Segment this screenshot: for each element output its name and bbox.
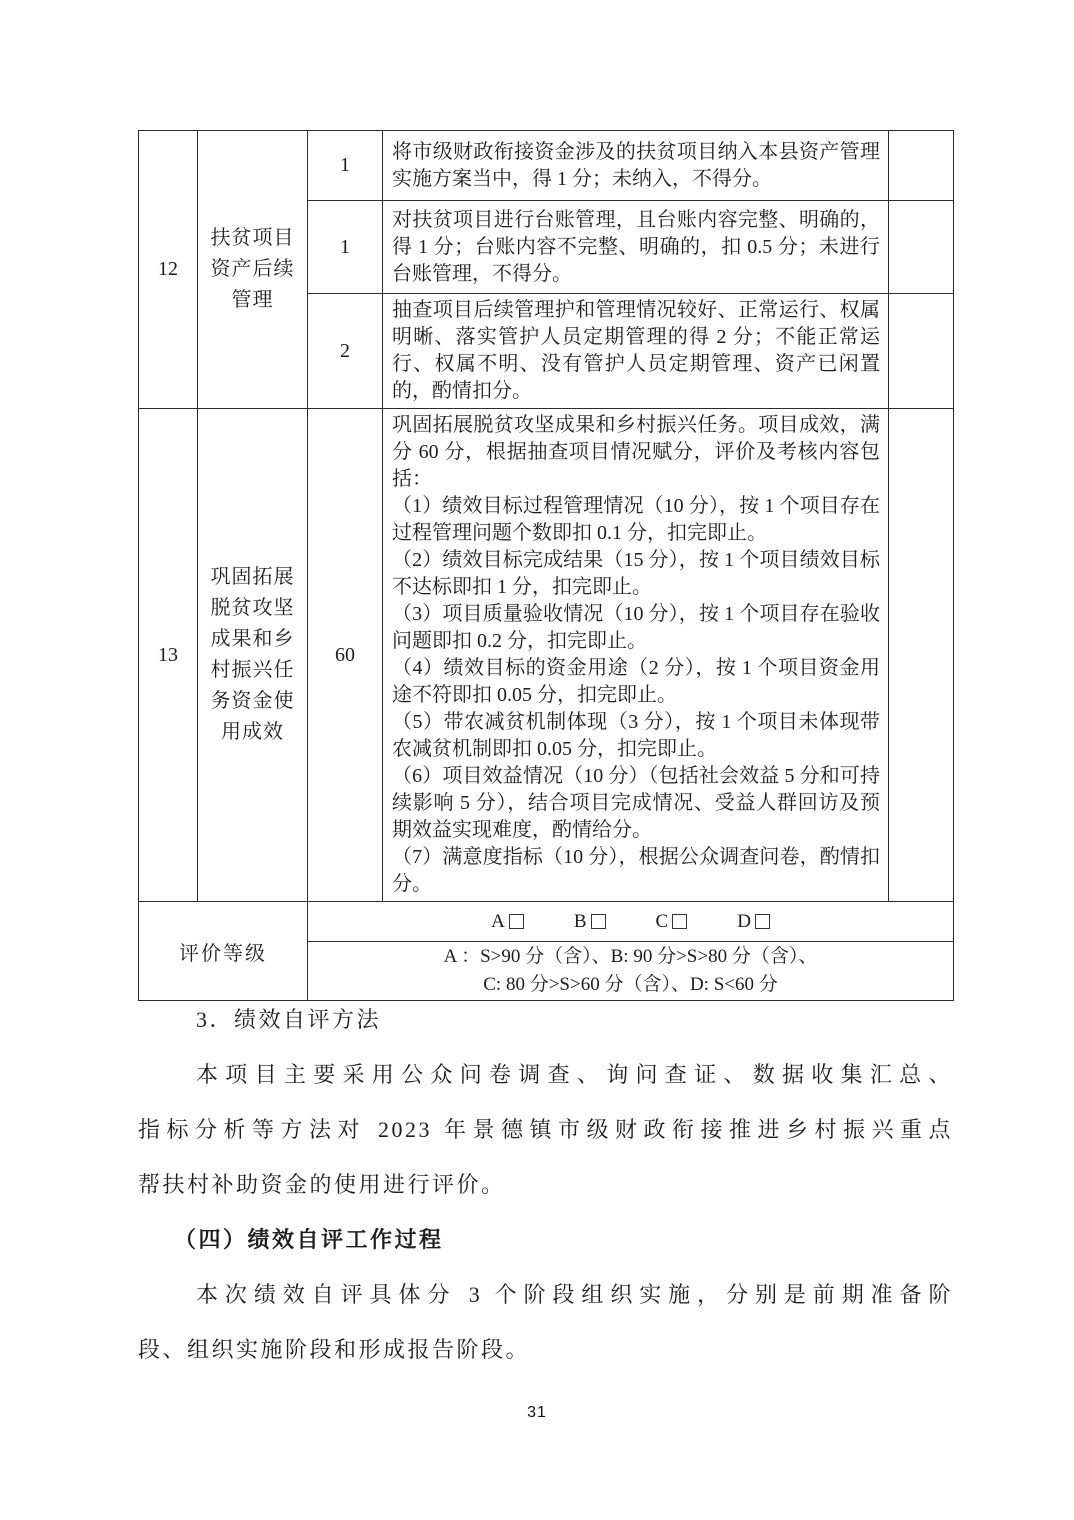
grade-def-line2: C: 80 分>S>60 分（含）、D: S<60 分 — [483, 974, 778, 995]
row13-score: 60 — [308, 409, 383, 902]
paragraph1-line2: 指标分析等方法对 2023 年景德镇市级财政衔接推进乡村振兴重点 — [138, 1117, 953, 1142]
row13-indicator-name: 巩固拓展脱贫攻坚成果和乡村振兴任务资金使用成效 — [198, 409, 308, 902]
document-page — [138, 130, 953, 1001]
grade-options-row — [139, 902, 954, 942]
paragraph1-line3: 帮扶村补助资金的使用进行评价。 — [138, 1172, 506, 1197]
page-number: 31 — [527, 1404, 547, 1421]
grade-d-checkbox[interactable] — [755, 914, 770, 929]
grade-b-checkbox[interactable] — [591, 914, 606, 929]
grade-option-d: D — [737, 911, 770, 933]
row12-sub3-selfscore-cell — [889, 294, 954, 409]
row12-sub3-score: 2 — [308, 294, 383, 409]
paragraph2-line1: 本次绩效自评具体分 3 个阶段组织实施，分别是前期准备阶 — [196, 1282, 953, 1307]
row12-sub2-selfscore-cell — [889, 201, 954, 294]
body-text — [138, 992, 953, 1377]
row12-sub1-score: 1 — [308, 131, 383, 201]
table-row — [139, 409, 954, 902]
row12-index: 12 — [139, 131, 198, 409]
row12-sub1-selfscore-cell — [889, 131, 954, 201]
row12-sub1-criteria: 将市级财政衔接资金涉及的扶贫项目纳入本县资产管理实施方案当中，得 1 分；未纳入，不得分。 — [383, 131, 889, 201]
table-row — [139, 131, 954, 201]
grade-option-b: B — [574, 911, 606, 933]
section4-heading: （四）绩效自评工作过程 — [174, 1227, 444, 1252]
row12-sub2-criteria: 对扶贫项目进行台账管理，且台账内容完整、明确的，得 1 分；台账内容不完整、明确的，扣 0.5 分；未进行台账管理，不得分。 — [383, 201, 889, 294]
grade-c-checkbox[interactable] — [672, 914, 687, 929]
row12-sub3-criteria: 抽查项目后续管理护和管理情况较好、正常运行、权属明晰、落实管护人员定期管理的得 2 分；不能正常运行、权属不明、没有管护人员定期管理、资产已闲置的，酌情扣分。 — [383, 294, 889, 409]
row13-criteria: 巩固拓展脱贫攻坚成果和乡村振兴任务。项目成效，满分 60 分，根据抽查项目情况赋分，评价及考核内容包括： （1）绩效目标过程管理情况（10 分），按 1 个项目存在过程管理问题个数即扣 0.1 分，扣完即止。 （2）绩效目标完成结果（15 分），按 1 个项目绩效目标不达标即扣 1 分，扣完即止。 （3）项目质量验收情况（10 分），按 1 个项目存在验收问题即扣 0.2 分，扣完即止。 （4）绩效目标的资金用途（2 分），按 1 个项目资金用途不符即扣 0.05 分，扣完即止。 （5）带农减贫机制体现（3 分），按 1 个项目未体现带农减贫机制即扣 0.05 分，扣完即止。 （6）项目效益情况（10 分）（包括社会效益 5 分和可持续影响 5 分），结合项目完成情况、受益人群回访及预期效益实现难度，酌情给分。 （7）满意度指标（10 分），根据公众调查问卷，酌情扣分。 — [383, 409, 889, 902]
grade-options — [308, 911, 953, 933]
grade-def-line1: A ：S>90 分（含）、B: 90 分>S>80 分（含）、 — [443, 946, 818, 967]
grade-row-label: 评价等级 — [139, 902, 308, 1001]
row13-index: 13 — [139, 409, 198, 902]
paragraph1-line1: 本项目主要采用公众问卷调查、询问查证、数据收集汇总、 — [196, 1062, 953, 1087]
grade-option-a: A — [491, 911, 524, 933]
row12-sub2-score: 1 — [308, 201, 383, 294]
paragraph2-line2: 段、组织实施阶段和形成报告阶段。 — [138, 1337, 531, 1362]
grade-a-checkbox[interactable] — [509, 914, 524, 929]
grade-options-cell — [308, 902, 954, 942]
row13-selfscore-cell — [889, 409, 954, 902]
grade-option-c: C — [656, 911, 688, 933]
evaluation-table — [138, 130, 954, 1001]
section3-heading: 3．绩效自评方法 — [196, 1007, 382, 1032]
row12-indicator-name: 扶贫项目资产后续管理 — [198, 131, 308, 409]
